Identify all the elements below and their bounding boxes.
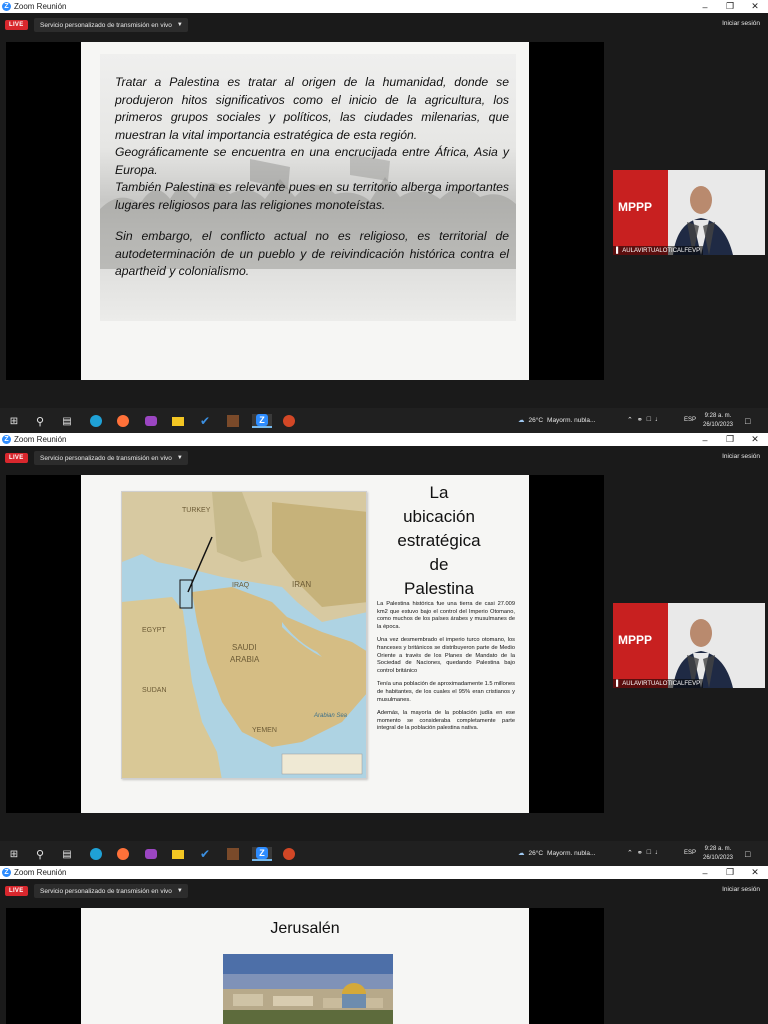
title-bar xyxy=(0,433,768,446)
restore-button[interactable]: ❐ xyxy=(725,1,735,11)
todo-check-icon[interactable]: ✔ xyxy=(199,847,211,861)
clock-date: 26/10/2023 xyxy=(702,855,734,861)
caret-down-icon: ▼ xyxy=(176,22,183,28)
file-explorer-icon[interactable] xyxy=(171,847,185,861)
slide-paragraph: La Palestina histórica fue una tierra de casi 27.009 km2 que estuvo bajo el control del Imperio Otomano, como muchos de los países árabes y musulmanes de la época. xyxy=(377,601,515,630)
app-purple-icon[interactable] xyxy=(144,414,158,428)
window-title: Zoom Reunión xyxy=(14,2,67,11)
meeting-top-bar xyxy=(0,13,768,39)
slide-paragraph: Una vez desmembrado el imperio turco otomano, los franceses y británicos se distribuyeron parte de Medio Oriente a través de los Planes de Mandato de la Sociedad de Naciones, quedando Palestina bajo control británico xyxy=(377,637,515,674)
clock-time: 9:28 a. m. xyxy=(704,846,732,852)
sign-in-link[interactable]: Iniciar sesión xyxy=(722,886,760,893)
map-label-egypt: EGYPT xyxy=(142,627,166,634)
firefox-icon[interactable] xyxy=(116,847,130,861)
shared-screen xyxy=(6,475,604,813)
live-stream-label: Servicio personalizado de transmisión en vivo xyxy=(40,21,172,29)
brand-logo: MPPP xyxy=(618,633,653,647)
participant-video[interactable] xyxy=(613,170,765,255)
live-stream-dropdown[interactable] xyxy=(34,884,188,898)
live-stream-dropdown[interactable] xyxy=(34,451,188,465)
signal-icon: ▌ xyxy=(616,247,621,254)
start-windows-icon[interactable]: ⊞ xyxy=(9,415,19,427)
sync-icon[interactable]: ⚭ xyxy=(636,850,643,857)
jerusalem-skyline-image xyxy=(223,954,393,1024)
map-label-arabia: ARABIA xyxy=(230,655,260,664)
notifications-icon[interactable]: □ xyxy=(745,849,751,859)
file-explorer-icon[interactable] xyxy=(171,414,185,428)
close-button[interactable]: ✕ xyxy=(751,434,759,444)
participant-name: ▌ AULAVIRTUALOTICALFEVP xyxy=(613,679,703,688)
network-icon[interactable]: □ xyxy=(646,849,651,856)
sign-in-link[interactable]: Iniciar sesión xyxy=(722,20,760,27)
zoom-window-3 xyxy=(0,866,768,1024)
edge-browser-icon[interactable] xyxy=(89,847,103,861)
signal-icon: ▌ xyxy=(616,680,621,687)
map-label-arabian-sea: Arabian Sea xyxy=(314,713,348,719)
title-bar xyxy=(0,0,768,13)
todo-check-icon[interactable]: ✔ xyxy=(199,414,211,428)
restore-button[interactable]: ❐ xyxy=(725,434,735,444)
firefox-icon[interactable] xyxy=(116,414,130,428)
map-label-sudan: SUDAN xyxy=(142,687,167,694)
clock-date: 26/10/2023 xyxy=(702,422,734,428)
volume-icon[interactable]: ♩ xyxy=(654,416,662,423)
window-title: Zoom Reunión xyxy=(14,868,67,877)
meeting-top-bar xyxy=(0,879,768,905)
close-button[interactable]: ✕ xyxy=(751,867,759,877)
shared-screen xyxy=(6,908,604,1024)
search-icon[interactable]: ⚲ xyxy=(35,848,45,861)
minimize-button[interactable]: – xyxy=(702,434,708,445)
map-graphic xyxy=(122,492,367,779)
powerpoint-icon[interactable] xyxy=(282,847,296,861)
slide-paragraph: Geográficamente se encuentra en una encrucijada entre África, Asia y Europa. xyxy=(115,145,509,177)
slide-title: Jerusalén xyxy=(270,920,340,937)
participant-video[interactable] xyxy=(613,603,765,688)
live-badge[interactable]: LIVE xyxy=(5,20,28,30)
system-tray xyxy=(627,849,662,857)
slide-paragraph: Sin embargo, el conflicto actual no es religioso, es territorial de autodeterminación de un pueblo y de reivindicación histórica contra el apartheid y colonialismo. xyxy=(115,229,509,278)
slide-paragraph: Además, la mayoría de la población judía en ese momento se consideraba completamente parte integral de la población palestina nativa. xyxy=(377,710,515,732)
minimize-button[interactable]: – xyxy=(702,867,708,878)
weather-widget[interactable]: ☁ 26°C Mayorm. nubla... xyxy=(518,416,596,424)
slide-body-text xyxy=(115,74,509,281)
caret-down-icon: ▼ xyxy=(176,455,183,461)
windows-taskbar xyxy=(0,408,768,433)
restore-button[interactable]: ❐ xyxy=(725,867,735,877)
notifications-icon[interactable]: □ xyxy=(745,416,751,426)
network-icon[interactable]: □ xyxy=(646,416,651,423)
task-view-icon[interactable]: ▤ xyxy=(62,848,72,860)
caret-down-icon: ▼ xyxy=(176,888,183,894)
zoom-window-1 xyxy=(0,0,768,433)
chevron-up-icon[interactable]: ⌃ xyxy=(627,417,633,424)
live-stream-label: Servicio personalizado de transmisión en vivo xyxy=(40,887,172,895)
chevron-up-icon[interactable]: ⌃ xyxy=(627,850,633,857)
zoom-app-icon[interactable]: Z xyxy=(252,847,272,861)
app-image-icon[interactable] xyxy=(226,847,240,861)
sign-in-link[interactable]: Iniciar sesión xyxy=(722,453,760,460)
system-tray xyxy=(627,416,662,424)
task-view-icon[interactable]: ▤ xyxy=(62,415,72,427)
minimize-button[interactable]: – xyxy=(702,1,708,12)
sync-icon[interactable]: ⚭ xyxy=(636,417,643,424)
participant-name: ▌ AULAVIRTUALOTICALFEVP xyxy=(613,246,703,255)
start-windows-icon[interactable]: ⊞ xyxy=(9,848,19,860)
slide-paragraph: Tenía una población de aproximadamente 1.5 millones de habitantes, de los cuales el 95% eran cristianos y musulmanes. xyxy=(377,681,515,703)
meeting-top-bar xyxy=(0,446,768,472)
app-image-icon[interactable] xyxy=(226,414,240,428)
zoom-logo-icon: Z xyxy=(2,435,11,444)
cloud-icon: ☁ xyxy=(518,417,525,424)
weather-widget[interactable]: ☁ 26°C Mayorm. nubla... xyxy=(518,849,596,857)
title-bar xyxy=(0,866,768,879)
slide-text-box xyxy=(100,54,516,321)
presentation-slide xyxy=(81,908,529,1024)
middle-east-map xyxy=(121,491,367,779)
zoom-window-2 xyxy=(0,433,768,866)
clock[interactable] xyxy=(700,845,736,863)
cloud-icon: ☁ xyxy=(518,850,525,857)
powerpoint-icon[interactable] xyxy=(282,414,296,428)
live-badge[interactable]: LIVE xyxy=(5,886,28,896)
zoom-logo-icon: Z xyxy=(2,2,11,11)
shared-screen xyxy=(6,42,604,380)
zoom-logo-icon: Z xyxy=(2,868,11,877)
map-label-turkey: TURKEY xyxy=(182,507,211,514)
clock-time: 9:28 a. m. xyxy=(704,413,732,419)
edge-browser-icon[interactable] xyxy=(89,414,103,428)
presenter-figure xyxy=(663,178,743,255)
language-indicator[interactable]: ESP xyxy=(684,417,697,423)
window-title: Zoom Reunión xyxy=(14,435,67,444)
slide-title: La ubicación estratégica de Palestina xyxy=(397,483,481,598)
live-stream-label: Servicio personalizado de transmisión en vivo xyxy=(40,454,172,462)
language-indicator[interactable]: ESP xyxy=(684,850,697,856)
map-label-iraq: IRAQ xyxy=(232,582,250,589)
map-label-yemen: YEMEN xyxy=(252,727,277,734)
search-icon[interactable]: ⚲ xyxy=(35,415,45,428)
close-button[interactable]: ✕ xyxy=(751,1,759,11)
presentation-slide xyxy=(81,475,529,813)
map-label-saudi: SAUDI xyxy=(232,643,257,652)
jerusalem-photo xyxy=(223,954,393,1024)
volume-icon[interactable]: ♩ xyxy=(654,849,662,856)
slide-paragraph: También Palestina es relevante pues en su territorio alberga importantes lugares religiosos para las religiones monoteístas. xyxy=(115,180,509,212)
live-stream-dropdown[interactable] xyxy=(34,18,188,32)
windows-taskbar xyxy=(0,841,768,866)
zoom-app-icon[interactable]: Z xyxy=(252,414,272,428)
clock[interactable] xyxy=(700,412,736,430)
slide-body-text xyxy=(377,601,515,739)
presentation-slide xyxy=(81,42,529,380)
presenter-figure xyxy=(663,611,743,688)
app-purple-icon[interactable] xyxy=(144,847,158,861)
brand-logo: MPPP xyxy=(618,200,653,214)
map-label-iran: IRAN xyxy=(292,580,312,589)
slide-paragraph: Tratar a Palestina es tratar al origen de la humanidad, donde se produjeron hitos significativos como el inicio de la agricultura, los primeros grupos sociales y políticos, las ciudades milenarias, que muestran la vital importancia estratégica de esta región. xyxy=(115,75,509,142)
live-badge[interactable]: LIVE xyxy=(5,453,28,463)
